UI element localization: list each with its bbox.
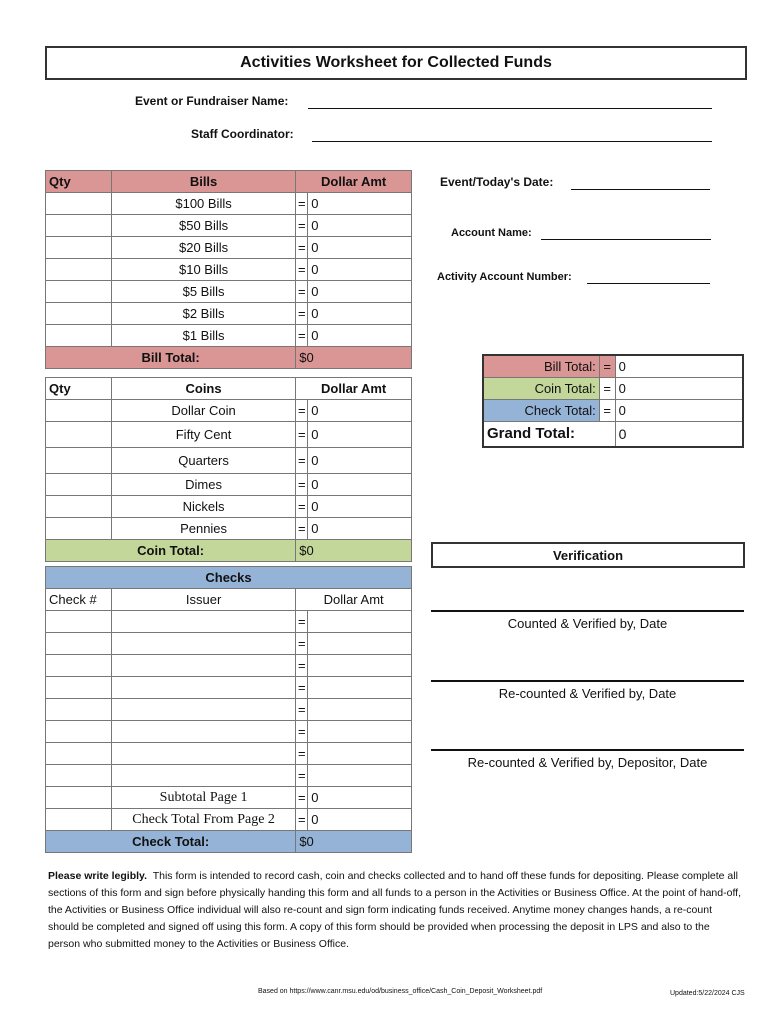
check-amount-cell[interactable] <box>308 633 412 655</box>
checks-table <box>45 566 412 853</box>
bill-amount: 0 <box>308 215 412 237</box>
account-number-field[interactable] <box>587 271 710 284</box>
check-amount-cell[interactable] <box>308 765 412 787</box>
account-name-field[interactable] <box>541 227 711 240</box>
summary-coin-value: 0 <box>615 377 743 399</box>
coin-row <box>46 400 412 422</box>
check-issuer-cell[interactable] <box>111 721 295 743</box>
issuer-header: Issuer <box>111 589 295 611</box>
equals-sign: = <box>296 809 308 831</box>
check-issuer-cell[interactable] <box>111 743 295 765</box>
bills-header: Bills <box>111 171 295 193</box>
bill-amount: 0 <box>308 281 412 303</box>
equals-sign: = <box>296 787 308 809</box>
equals-sign: = <box>296 422 308 448</box>
coin-row <box>46 474 412 496</box>
summary-bill-label: Bill Total: <box>483 355 599 377</box>
check-row <box>46 633 412 655</box>
coin-qty-cell[interactable] <box>46 422 112 448</box>
coins-table <box>45 377 412 562</box>
equals-sign: = <box>296 474 308 496</box>
bill-row <box>46 281 412 303</box>
updated-footer: Updated:5/22/2024 CJS <box>670 990 745 997</box>
recounted-signature-caption: Re-counted & Verified by, Date <box>498 686 677 701</box>
bill-amount: 0 <box>308 259 412 281</box>
instructions-text: This form is intended to record cash, coin and checks collected and to hand off these funds for depositing. Please complete all sections of this form and sign before physically handing this form and all funds to a person in the Activities or Business Office. At the point of hand-off, the Activities or Business Office individual will also re-count and sign form indicating funds received. Anytime money changes hands, a re-count should be completed and signed off using this form. A copy of this form should be provided when processing the deposit in LPS and also to the person who submitted money to the Activities or Business Office. <box>48 870 741 950</box>
check-number-header: Check # <box>46 589 112 611</box>
equals-sign: = <box>296 633 308 655</box>
check-row <box>46 677 412 699</box>
summary-table <box>482 354 744 448</box>
equals-sign: = <box>599 355 615 377</box>
check-row <box>46 699 412 721</box>
coin-amount: 0 <box>308 422 412 448</box>
coin-qty-cell[interactable] <box>46 448 112 474</box>
recounted-signature-line[interactable] <box>431 680 744 682</box>
coin-amount: 0 <box>308 400 412 422</box>
check-row <box>46 611 412 633</box>
bill-qty-cell[interactable] <box>46 281 112 303</box>
bill-label: $10 Bills <box>111 259 295 281</box>
instructions-paragraph <box>48 868 742 953</box>
page2-blank <box>46 809 112 831</box>
check-issuer-cell[interactable] <box>111 699 295 721</box>
subtotal-blank <box>46 787 112 809</box>
coin-row <box>46 448 412 474</box>
check-amount-cell[interactable] <box>308 655 412 677</box>
bill-label: $5 Bills <box>111 281 295 303</box>
counted-signature-line[interactable] <box>431 610 744 612</box>
check-number-cell[interactable] <box>46 611 112 633</box>
check-total-label: Check Total: <box>46 831 296 853</box>
counted-signature-caption: Counted & Verified by, Date <box>507 616 668 631</box>
coin-qty-cell[interactable] <box>46 496 112 518</box>
bill-qty-cell[interactable] <box>46 193 112 215</box>
check-number-cell[interactable] <box>46 743 112 765</box>
summary-check-label: Check Total: <box>483 399 599 421</box>
equals-sign: = <box>296 677 308 699</box>
bill-label: $1 Bills <box>111 325 295 347</box>
equals-sign: = <box>296 303 308 325</box>
page2-total-label: Check Total From Page 2 <box>111 809 295 831</box>
event-date-label: Event/Today's Date: <box>440 175 554 189</box>
check-row <box>46 743 412 765</box>
subtotal-page1-value: 0 <box>308 787 412 809</box>
equals-sign: = <box>296 496 308 518</box>
coin-label: Dimes <box>111 474 295 496</box>
bill-qty-cell[interactable] <box>46 215 112 237</box>
check-amount-cell[interactable] <box>308 743 412 765</box>
bill-label: $50 Bills <box>111 215 295 237</box>
coin-row <box>46 518 412 540</box>
check-amount-cell[interactable] <box>308 611 412 633</box>
bill-amount: 0 <box>308 193 412 215</box>
equals-sign: = <box>296 518 308 540</box>
bill-row <box>46 325 412 347</box>
bill-total-label: Bill Total: <box>46 347 296 369</box>
coin-amount: 0 <box>308 448 412 474</box>
page2-total-value: 0 <box>308 809 412 831</box>
subtotal-page1-label: Subtotal Page 1 <box>111 787 295 809</box>
check-amount-cell[interactable] <box>308 699 412 721</box>
bill-amount: 0 <box>308 237 412 259</box>
check-number-cell[interactable] <box>46 677 112 699</box>
check-number-cell[interactable] <box>46 721 112 743</box>
equals-sign: = <box>296 237 308 259</box>
bill-label: $2 Bills <box>111 303 295 325</box>
check-issuer-cell[interactable] <box>111 611 295 633</box>
check-row <box>46 721 412 743</box>
event-name-field[interactable] <box>308 96 712 109</box>
coin-qty-cell[interactable] <box>46 400 112 422</box>
bill-qty-cell[interactable] <box>46 325 112 347</box>
check-amount-header: Dollar Amt <box>296 589 412 611</box>
verification-title: Verification <box>431 542 745 568</box>
bill-label: $100 Bills <box>111 193 295 215</box>
equals-sign: = <box>296 448 308 474</box>
equals-sign: = <box>296 743 308 765</box>
summary-bill-value: 0 <box>615 355 743 377</box>
equals-sign: = <box>296 655 308 677</box>
bills-qty-header: Qty <box>46 171 112 193</box>
check-issuer-cell[interactable] <box>111 633 295 655</box>
equals-sign: = <box>296 400 308 422</box>
checks-header: Checks <box>46 567 412 589</box>
equals-sign: = <box>296 215 308 237</box>
coin-amount: 0 <box>308 518 412 540</box>
coin-label: Nickels <box>111 496 295 518</box>
coin-amount: 0 <box>308 496 412 518</box>
coin-qty-cell[interactable] <box>46 474 112 496</box>
coin-label: Quarters <box>111 448 295 474</box>
page-title: Activities Worksheet for Collected Funds <box>45 46 747 80</box>
staff-coordinator-label: Staff Coordinator: <box>191 127 294 141</box>
bill-row <box>46 193 412 215</box>
bill-row <box>46 303 412 325</box>
bill-row <box>46 215 412 237</box>
bill-label: $20 Bills <box>111 237 295 259</box>
bills-amount-header: Dollar Amt <box>296 171 412 193</box>
event-name-label: Event or Fundraiser Name: <box>135 94 289 108</box>
grand-total-value: 0 <box>615 421 743 447</box>
source-footer: Based on https://www.canr.msu.edu/od/business_office/Cash_Coin_Deposit_Worksheet.pdf <box>258 988 543 995</box>
coin-qty-cell[interactable] <box>46 518 112 540</box>
bill-amount: 0 <box>308 303 412 325</box>
check-issuer-cell[interactable] <box>111 677 295 699</box>
bill-row <box>46 237 412 259</box>
staff-coordinator-field[interactable] <box>312 129 712 142</box>
coin-row <box>46 422 412 448</box>
equals-sign: = <box>296 281 308 303</box>
check-row <box>46 765 412 787</box>
coins-qty-header: Qty <box>46 378 112 400</box>
equals-sign: = <box>296 611 308 633</box>
coin-total-label: Coin Total: <box>46 540 296 562</box>
check-issuer-cell[interactable] <box>111 655 295 677</box>
coin-amount: 0 <box>308 474 412 496</box>
bill-amount: 0 <box>308 325 412 347</box>
coins-header: Coins <box>111 378 295 400</box>
bill-total-value: $0 <box>296 347 412 369</box>
instructions-bold: Please write legibly. <box>48 870 148 882</box>
equals-sign: = <box>296 765 308 787</box>
bill-row <box>46 259 412 281</box>
equals-sign: = <box>296 721 308 743</box>
account-number-label: Activity Account Number: <box>437 271 572 283</box>
equals-sign: = <box>599 399 615 421</box>
grand-total-label: Grand Total: <box>483 421 615 447</box>
check-issuer-cell[interactable] <box>111 765 295 787</box>
equals-sign: = <box>296 325 308 347</box>
check-number-cell[interactable] <box>46 765 112 787</box>
coins-amount-header: Dollar Amt <box>296 378 412 400</box>
check-number-cell[interactable] <box>46 699 112 721</box>
coin-total-value: $0 <box>296 540 412 562</box>
check-number-cell[interactable] <box>46 655 112 677</box>
check-amount-cell[interactable] <box>308 721 412 743</box>
bill-qty-cell[interactable] <box>46 237 112 259</box>
check-total-value: $0 <box>296 831 412 853</box>
coin-label: Dollar Coin <box>111 400 295 422</box>
equals-sign: = <box>599 377 615 399</box>
summary-check-value: 0 <box>615 399 743 421</box>
equals-sign: = <box>296 193 308 215</box>
depositor-signature-line[interactable] <box>431 749 744 751</box>
coin-label: Fifty Cent <box>111 422 295 448</box>
bill-qty-cell[interactable] <box>46 259 112 281</box>
summary-coin-label: Coin Total: <box>483 377 599 399</box>
coin-row <box>46 496 412 518</box>
coin-label: Pennies <box>111 518 295 540</box>
equals-sign: = <box>296 259 308 281</box>
bill-qty-cell[interactable] <box>46 303 112 325</box>
depositor-signature-caption: Re-counted & Verified by, Depositor, Date <box>467 755 708 770</box>
bills-table <box>45 170 412 369</box>
event-date-field[interactable] <box>571 177 710 190</box>
equals-sign: = <box>296 699 308 721</box>
check-row <box>46 655 412 677</box>
account-name-label: Account Name: <box>451 227 532 239</box>
check-number-cell[interactable] <box>46 633 112 655</box>
check-amount-cell[interactable] <box>308 677 412 699</box>
